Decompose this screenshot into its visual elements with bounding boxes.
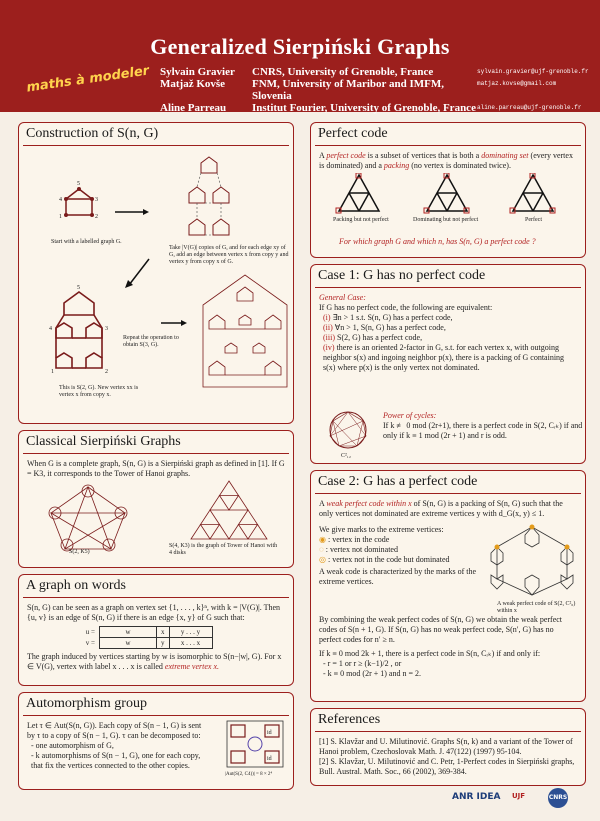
author-affiliation: FNM, University of Maribor and IMFM, Slovenia (252, 78, 444, 102)
item-tag: (iii) (323, 333, 335, 342)
cycle-power-graph (325, 407, 371, 453)
mark-text: : vertex not in the code but dominated (327, 555, 450, 564)
equivalence-item (319, 323, 577, 333)
poster-title: Generalized Sierpiński Graphs (150, 34, 450, 59)
words-panel (18, 574, 294, 686)
graph-copies (189, 157, 229, 235)
combine-text: By combining the weak perfect codes of S(n, G) we obtain the weak perfect codes of S(n + 1, G). If S(n, G) has no weak perfect code, S(n′, G) has no perfect codes for n′ ≥ n. (319, 615, 563, 644)
equivalence-item (319, 343, 577, 373)
automorphism-panel (18, 692, 294, 790)
perfect-code-question: For which graph G and which n, has S(n, G) a perfect code ? (339, 237, 536, 246)
vertex-label: 2 (95, 214, 98, 220)
perfect-code-definition (311, 151, 585, 171)
author-affiliation: CNRS, University of Grenoble, France (252, 66, 434, 78)
word-table (67, 626, 213, 649)
automorphism-item: - k automorphisms of S(n − 1, G), one for each copy, that fix the vertices connected to the other copies. (31, 751, 201, 770)
table-cell: w (100, 627, 157, 638)
condition-item: - k ≡ 0 mod (2r + 1) and n = 2. (323, 669, 421, 678)
perfect-code-term: perfect code (326, 151, 366, 160)
weak-code-caption: A weak perfect code of S(2, C²₆) within x (497, 601, 576, 614)
words-text-2 (27, 652, 285, 672)
id-label: id (267, 756, 272, 762)
words-text-1: S(n, G) can be seen as a graph on vertex set {1, . . . , k}ⁿ, with k = |V(G)|. Then {u, v} is an edge of S(n, G) if there is an edge {x, y} of G such that: (27, 603, 281, 622)
header-banner (0, 0, 600, 112)
vertex-label: 5 (77, 181, 80, 187)
definition-text: is a subset of vertices that is both a (367, 151, 480, 160)
vertex-label: 5 (77, 285, 80, 291)
automorphism-item: - one automorphism of G, (31, 741, 114, 750)
author-row (160, 102, 589, 114)
example-caption: Perfect (525, 217, 542, 223)
words-text-2-main: The graph induced by vertices starting by w is isomorphic to S(n−|w|, G). For x ∈ V(G), vertex with label x . . . x is called (27, 652, 282, 671)
author-email[interactable]: sylvain.gravier@ujf-grenoble.fr (477, 68, 589, 75)
extreme-vertex-term: extreme vertex x. (164, 662, 220, 671)
case1-title: Case 1: G has no perfect code (318, 268, 486, 283)
table-cell: w (100, 638, 157, 649)
vertex-label: 1 (51, 369, 54, 375)
s2g-graph (56, 292, 102, 368)
equivalence-item (319, 333, 577, 343)
table-cell: y . . . y (169, 627, 212, 638)
arrow-icon (143, 209, 149, 215)
reference-item: [1] S. Klavžar and U. Milutinović. Graphs S(n, k) and a variant of the Tower of Hanoi problem, Czechoslovak Math. J. 47(122) (1997) 95-104. (319, 737, 573, 756)
reference-item: [2] S. Klavžar, U. Milutinović and C. Petr, 1-Perfect codes in Sierpiński graphs, Bull. Austral. Math. Soc., 66 (2002), 369-384. (319, 757, 575, 776)
caption-k3: S(4, K3) is the graph of Tower of Hanoi with 4 disks (169, 543, 278, 556)
weak-code-definition (311, 499, 585, 519)
vertex-label: 4 (59, 197, 62, 203)
author-email[interactable]: aline.parreau@ujf-grenoble.fr (477, 104, 582, 111)
condition-text: If k ≡ 0 mod 2k + 1, there is a perfect code in S(n, Cᵣₖ) if and only if: (319, 649, 541, 658)
caption-k5: S(2, K5) (69, 549, 90, 555)
maths-a-modeler-logo: maths à modeler (25, 63, 151, 96)
item-text: ∃n > 1 s.t. S(n, G) has a perfect code, (332, 313, 453, 322)
arrow-icon (129, 259, 149, 285)
case2-panel (310, 470, 586, 702)
automorphism-caption: |Aut(S(2, C4))| = 8 × 2⁴ (225, 772, 273, 777)
definition-text: of S(n, G) is a packing of S(n, G) such that the only vertices not dominated are extreme vertices y with d_G(x, y) ≤ 1. (319, 499, 563, 518)
construction-panel (18, 122, 294, 424)
author-name: Matjaž Kovše (160, 78, 226, 90)
perfect-code-examples (319, 173, 579, 223)
weak-perfect-code-term: weak perfect code within x (326, 499, 412, 508)
cycle-graph-label: C²₁₂ (341, 453, 351, 459)
references-title: References (318, 712, 381, 727)
automorphism-title: Automorphism group (26, 696, 147, 711)
definition-text: (no vertex is dominated twice). (411, 161, 511, 170)
packing-term: packing (383, 161, 410, 170)
author-email[interactable]: matjaz.kovse@gmail.com (477, 80, 557, 87)
weak-code-figure (487, 523, 577, 599)
automorphism-figure (225, 719, 285, 769)
powers-title: Power of cycles: (383, 411, 437, 420)
words-title: A graph on words (26, 578, 126, 593)
caption-repeat: Repeat the operation to obtain S(3, G). (123, 335, 179, 348)
author-list (160, 66, 589, 114)
classical-text: When G is a complete graph, S(n, G) is a Sierpiński graph as defined in [1]. If G = K3, it corresponds to the Tower of Hanoi graphs. (27, 459, 285, 478)
item-text: ∀n > 1, S(n, G) has a perfect code, (334, 323, 446, 332)
definition-text: (every vertex is dominated) and a (319, 151, 573, 170)
mark-item (319, 545, 479, 555)
perfect-code-title: Perfect code (318, 126, 388, 141)
vertex-label: 2 (105, 369, 108, 375)
sierpinski-k3-figure (189, 479, 269, 541)
mark-item (319, 555, 479, 565)
id-label: id (267, 730, 272, 736)
table-cell: x (157, 627, 170, 638)
case1-intro: If G has no perfect code, the following are equivalent: (319, 303, 493, 312)
mark-undominated-icon: ◌ (319, 545, 324, 554)
item-text: there is an oriented 2-factor in G, s.t. for each vertex x, with outgoing neighbor s(x) and ingoing neighbor p(x), there is a packing of G containing s(x) where p(x) is the only vertex not dominated. (323, 343, 565, 372)
mark-item (319, 535, 479, 545)
ujf-logo: UJF (512, 792, 526, 800)
weak-code-text: A weak code is characterized by the marks of the extreme vertices. (319, 567, 477, 586)
s3g-graph (203, 275, 287, 387)
mark-text: : vertex not dominated (325, 545, 398, 554)
references-panel (310, 708, 586, 786)
construction-figure (19, 147, 293, 417)
mark-dominated-icon: ◎ (319, 555, 326, 564)
perfect-code-panel (310, 122, 586, 258)
marks-intro: We give marks to the extreme vertices: (319, 525, 444, 534)
arrow-icon (181, 320, 187, 326)
powers-text: If k ≢ 0 mod (2r+1), there is a perfect code in S(2, Cᵣₖ) if and only if k ≡ 1 mod (2r + 1) and r is odd. (383, 421, 583, 440)
table-cell: x . . . x (169, 638, 212, 649)
anr-idea-logo: ANR IDEA (452, 792, 501, 802)
definition-text: A (319, 151, 325, 160)
mark-code-icon: ◉ (319, 535, 326, 544)
table-row (67, 627, 212, 638)
caption-start: Start with a labelled graph G. (51, 239, 122, 245)
cnrs-logo: CNRS (548, 788, 568, 808)
classical-panel (18, 430, 294, 568)
vertex-label: 1 (59, 214, 62, 220)
equivalence-item (319, 313, 577, 323)
item-text: S(2, G) has a perfect code, (337, 333, 423, 342)
case1-panel (310, 264, 586, 464)
condition-item: - r = 1 or r ≥ (k−1)/2 , or (323, 659, 402, 668)
author-name: Aline Parreau (160, 102, 227, 114)
author-row (160, 78, 589, 102)
example-caption: Dominating but not perfect (413, 217, 479, 223)
author-row (160, 66, 589, 78)
caption-copies: Take |V(G)| copies of G, and for each edge xy of G, add an edge between vertex x from copy y and vertex y from copy x of G. (169, 245, 289, 265)
caption-s2g: This is S(2, G). New vertex xx is vertex x from copy x. (59, 385, 139, 398)
classical-title: Classical Sierpiński Graphs (26, 434, 181, 449)
general-case-label: General Case: (319, 293, 366, 302)
case2-title: Case 2: G has a perfect code (318, 474, 478, 489)
item-tag: (ii) (323, 323, 333, 332)
table-cell: y (157, 638, 170, 649)
example-caption: Packing but not perfect (333, 217, 389, 223)
automorphism-text: Let τ ∈ Aut(S(n, G)). Each copy of S(n − 1, G) is sent by τ to a copy of S(n − 1, G). τ can be decomposed to: (27, 721, 202, 740)
vertex-label: 3 (95, 197, 98, 203)
definition-text: A (319, 499, 325, 508)
dominating-set-term: dominating set (481, 151, 529, 160)
author-name: Sylvain Gravier (160, 66, 235, 78)
item-tag: (iv) (323, 343, 335, 352)
vertex-label: 4 (49, 326, 52, 332)
row-label: u = (85, 628, 95, 636)
sierpinski-k5-figure (43, 483, 133, 553)
author-affiliation: Institut Fourier, University of Grenoble, France (252, 102, 476, 114)
mark-text: : vertex in the code (327, 535, 390, 544)
construction-title: Construction of S(n, G) (26, 126, 159, 141)
table-row (67, 638, 212, 649)
item-tag: (i) (323, 313, 331, 322)
vertex-label: 3 (105, 326, 108, 332)
row-label: v = (85, 639, 95, 647)
